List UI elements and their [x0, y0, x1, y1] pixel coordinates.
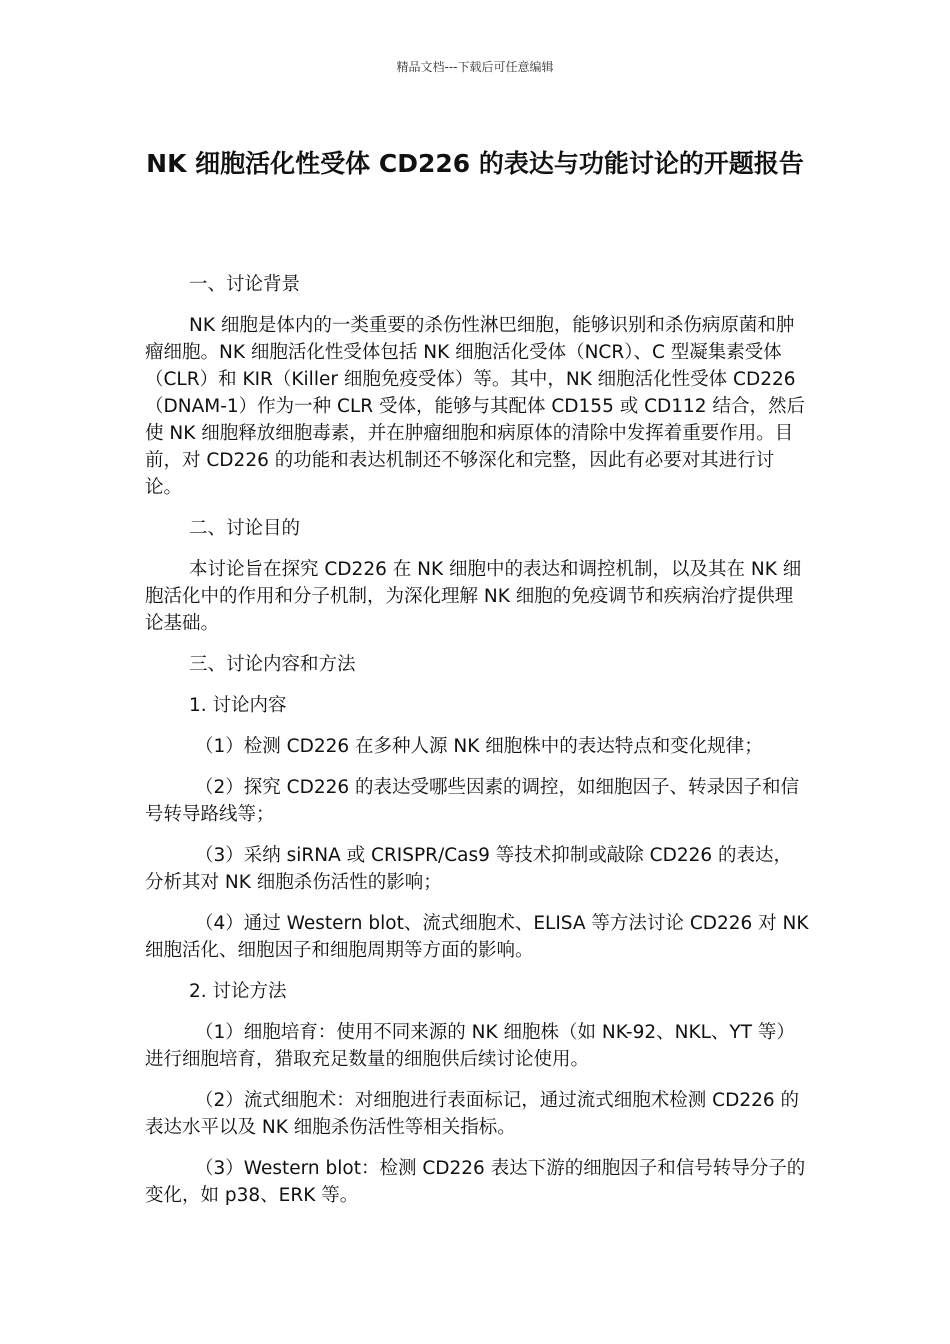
header-note: 精品文档---下载后可任意编辑 — [396, 60, 554, 74]
section-heading-content-methods: 三、讨论内容和方法 — [189, 654, 356, 675]
list-item: （3）采纳 siRNA 或 CRISPR/Cas9 等技术抑制或敲除 CD226 的表达，分析其对 NK 细胞杀伤活性的影响； — [145, 845, 793, 893]
section-heading-background: 一、讨论背景 — [189, 274, 301, 295]
list-item: （2）探究 CD226 的表达受哪些因素的调控，如细胞因子、转录因子和信号转导路线等； — [145, 777, 800, 825]
section-heading-purpose: 二、讨论目的 — [189, 518, 301, 539]
list-item: （4）通过 Western blot、流式细胞术、ELISA 等方法讨论 CD226 对 NK 细胞活化、细胞因子和细胞周期等方面的影响。 — [145, 913, 809, 961]
paragraph-background: NK 细胞是体内的一类重要的杀伤性淋巴细胞，能够识别和杀伤病原菌和肿瘤细胞。NK 细胞活化性受体包括 NK 细胞活化受体（NCR）、C 型凝集素受体（CLR）和 KIR（Killer 细胞免疫受体）等。其中，NK 细胞活化性受体 CD226（DNAM-1）作为一种 CLR 受体，能够与其配体 CD155 或 CD112 结合，然后使 NK 细胞释放细胞毒素，并在肿瘤细胞和病原体的清除中发挥着重要作用。目前，对 CD226 的功能和表达机制还不够深化和完整，因此有必要对其进行讨论。 — [145, 315, 805, 498]
subheading-research-content: 1. 讨论内容 — [189, 695, 287, 716]
list-item: （1）细胞培育：使用不同来源的 NK 细胞株（如 NK-92、NKL、YT 等）进行细胞培育，猎取充足数量的细胞供后续讨论使用。 — [145, 1022, 795, 1070]
list-item: （3）Western blot：检测 CD226 表达下游的细胞因子和信号转导分子的变化，如 p38、ERK 等。 — [145, 1158, 806, 1206]
list-item: （1）检测 CD226 在多种人源 NK 细胞株中的表达特点和变化规律； — [195, 736, 763, 757]
document-title: NK 细胞活化性受体 CD226 的表达与功能讨论的开题报告 — [146, 149, 804, 178]
subheading-research-methods: 2. 讨论方法 — [189, 981, 287, 1002]
list-item: （2）流式细胞术：对细胞进行表面标记，通过流式细胞术检测 CD226 的表达水平以及 NK 细胞杀伤活性等相关指标。 — [145, 1090, 800, 1138]
document-body — [145, 271, 810, 1223]
paragraph-purpose: 本讨论旨在探究 CD226 在 NK 细胞中的表达和调控机制，以及其在 NK 细胞活化中的作用和分子机制，为深化理解 NK 细胞的免疫调节和疾病治疗提供理论基础。 — [145, 559, 802, 634]
